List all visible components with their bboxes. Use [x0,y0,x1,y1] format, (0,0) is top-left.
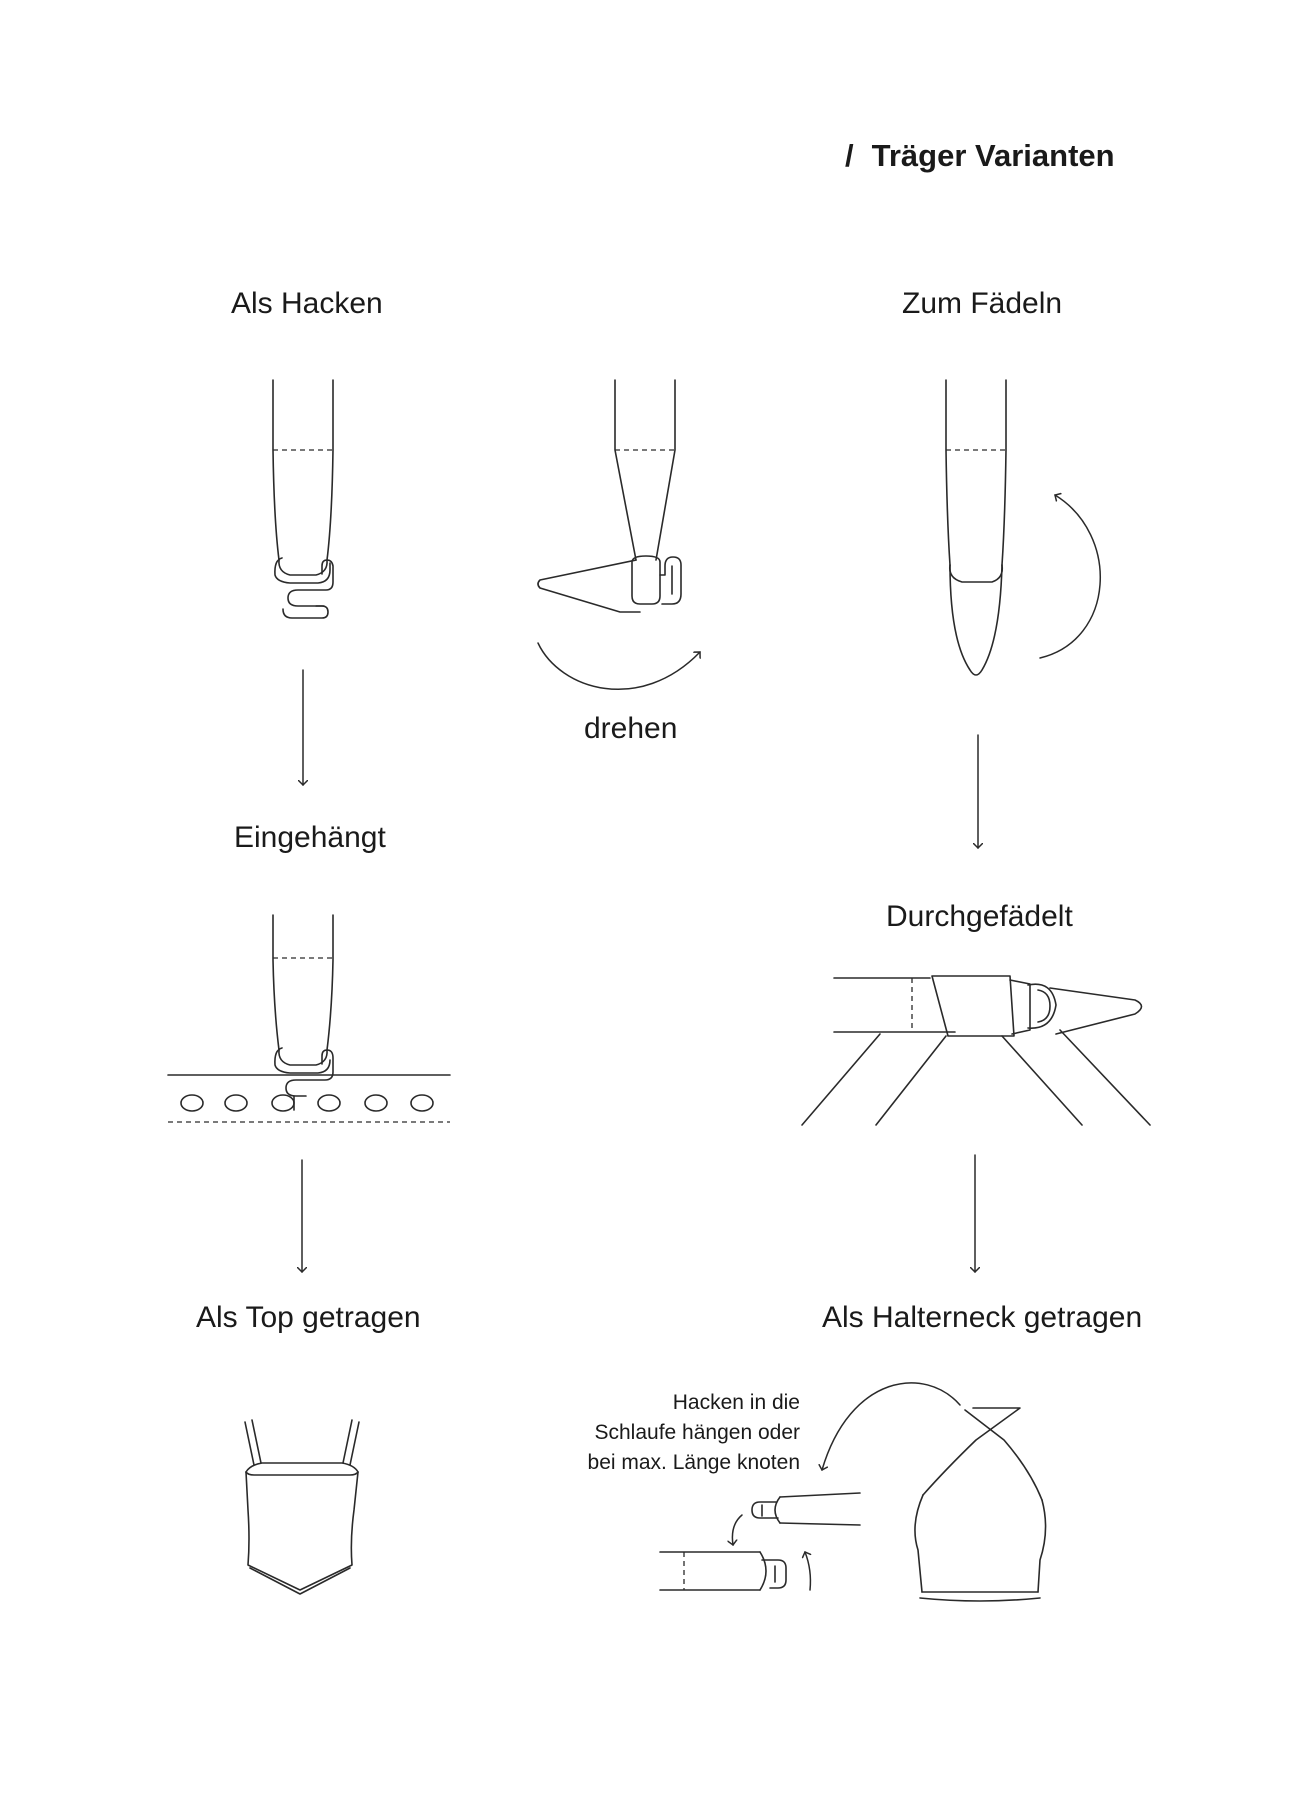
note-line-2: Schlaufe hängen oder [594,1421,800,1444]
instruction-note [588,1388,800,1478]
page-title [845,140,1115,171]
label-zum-faedeln: Zum Fädeln [902,287,1063,320]
note-line-3: bei max. Länge knoten [587,1451,800,1474]
label-als-top: Als Top getragen [196,1301,421,1334]
strap-threading-illustration [946,380,1100,675]
label-als-hacken: Als Hacken [231,287,383,320]
title-slash: / [845,138,854,173]
strap-with-hook-illustration [273,380,333,618]
label-eingehaengt: Eingehängt [234,821,386,854]
title-text: Träger Varianten [871,138,1115,173]
hooked-into-band-illustration [168,915,450,1122]
top-garment-illustration [245,1420,359,1594]
threaded-through-illustration [802,976,1150,1125]
label-als-halterneck: Als Halterneck getragen [822,1301,1143,1334]
strap-rotating-illustration [538,380,700,689]
note-line-1: Hacken in die [672,1391,800,1414]
label-durchgefaedelt: Durchgefädelt [886,900,1073,933]
label-drehen: drehen [584,712,678,745]
